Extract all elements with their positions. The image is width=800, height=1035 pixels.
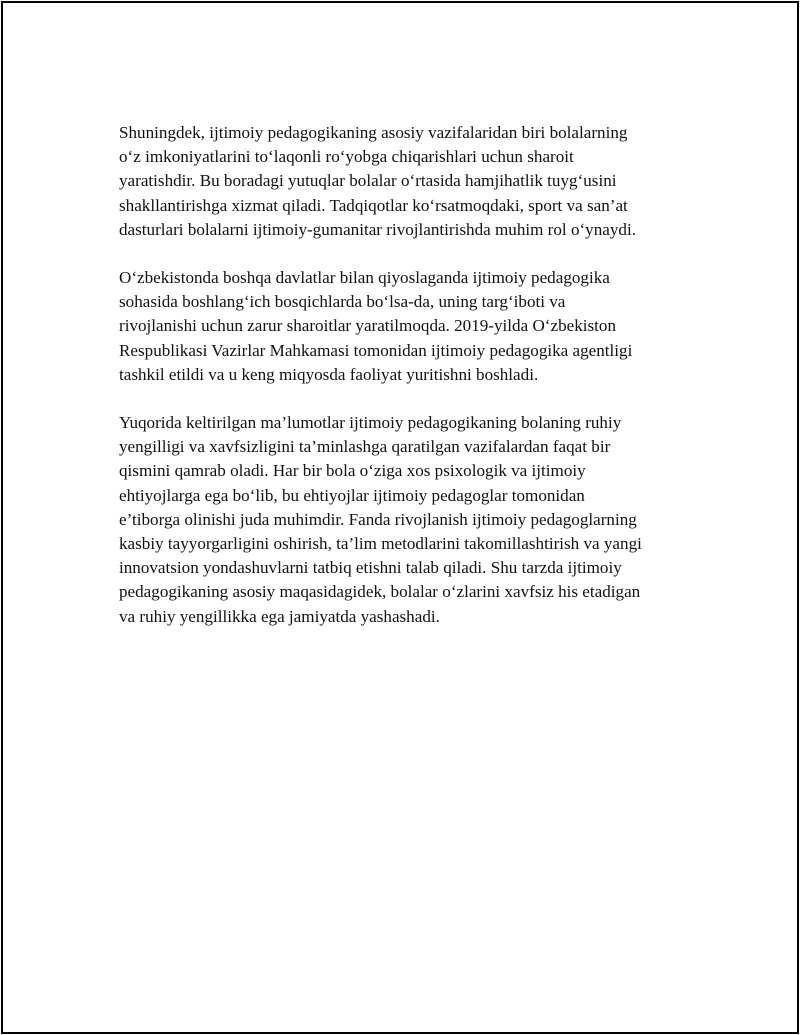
text-line: qismini qamrab oladi. Har bir bola o‘ziga xos psixologik va ijtimoiy xyxy=(119,461,586,481)
text-line: o‘z imkoniyatlarini to‘laqonli ro‘yobga chiqarishlari uchun sharoit xyxy=(119,147,574,167)
text-line: rivojlanishi uchun zarur sharoitlar yaratilmoqda. 2019-yilda O‘zbekiston xyxy=(119,316,617,336)
text-line: Yuqorida keltirilgan ma’lumotlar ijtimoiy pedagogikaning bolaning ruhiy xyxy=(119,413,622,433)
text-line: innovatsion yondashuvlarni tatbiq etishni talab qiladi. Shu tarzda ijtimoiy xyxy=(119,558,622,578)
text-line: sohasida boshlang‘ich bosqichlarda bo‘lsa-da, uning targ‘iboti va xyxy=(119,292,566,312)
document-body xyxy=(119,121,699,653)
text-line: va ruhiy yengillikka ega jamiyatda yashashadi. xyxy=(119,606,440,626)
page-frame xyxy=(1,1,799,1034)
text-line: e’tiborga olinishi juda muhimdir. Fanda rivojlanish ijtimoiy pedagoglarning xyxy=(119,509,637,529)
paragraph-1 xyxy=(119,121,699,242)
text-line: shakllantirishga xizmat qiladi. Tadqiqotlar ko‘rsatmoqdaki, sport va san’at xyxy=(119,195,628,215)
text-line: Respublikasi Vazirlar Mahkamasi tomonidan ijtimoiy pedagogika agentligi xyxy=(119,340,633,360)
text-line: Shuningdek, ijtimoiy pedagogikaning asosiy vazifalaridan biri bolalarning xyxy=(119,123,628,142)
text-line: O‘zbekistonda boshqa davlatlar bilan qiyoslaganda ijtimoiy pedagogika xyxy=(119,268,610,288)
text-line: yengilligi va xavfsizligini ta’minlashga qaratilgan vazifalardan faqat bir xyxy=(119,437,611,457)
text-line: ehtiyojlarga ega bo‘lib, bu ehtiyojlar ijtimoiy pedagoglar tomonidan xyxy=(119,485,585,505)
text-line: kasbiy tayyorgarligini oshirish, ta’lim metodlarini takomillashtirish va yangi xyxy=(119,534,642,554)
text-line: dasturlari bolalarni ijtimoiy-gumanitar rivojlantirishda muhim rol o‘ynaydi. xyxy=(119,219,636,239)
text-line: pedagogikaning asosiy maqasidagidek, bolalar o‘zlarini xavfsiz his etadigan xyxy=(119,582,641,602)
paragraph-2 xyxy=(119,266,699,387)
text-line: tashkil etildi va u keng miqyosda faoliyat yuritishni boshladi. xyxy=(119,364,539,384)
text-line: yaratishdir. Bu boradagi yutuqlar bolalar o‘rtasida hamjihatlik tuyg‘usini xyxy=(119,171,617,191)
paragraph-3 xyxy=(119,411,699,629)
